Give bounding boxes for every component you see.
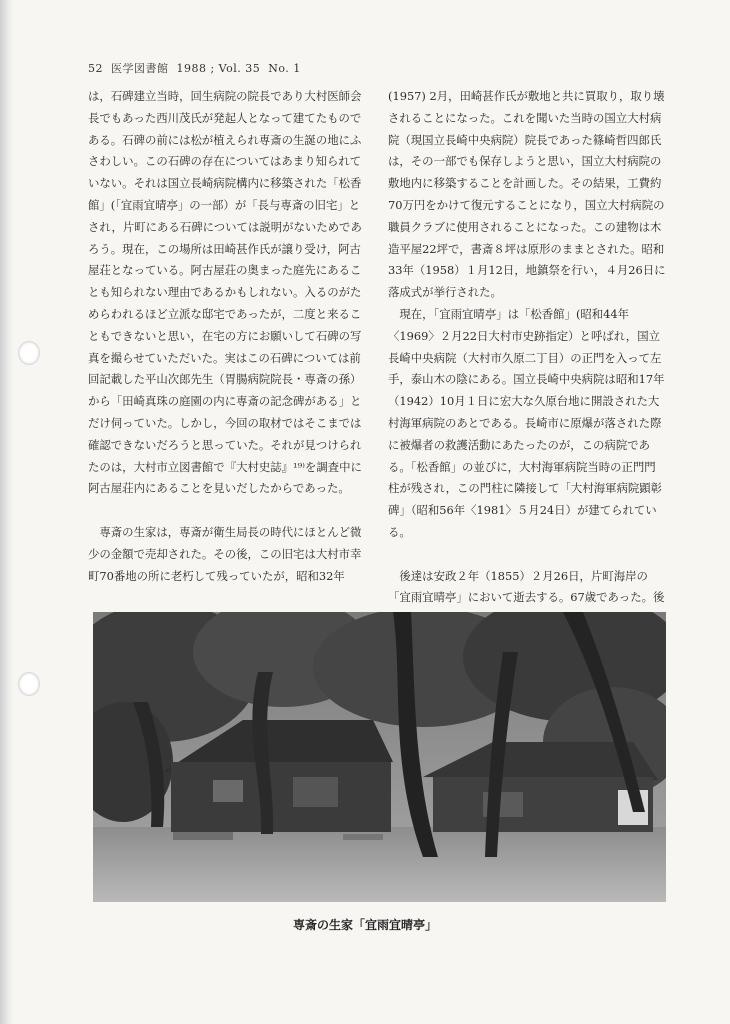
right-column <box>388 86 666 631</box>
running-head: 52 医学図書館 1988 ; Vol. 35 No. 1 <box>88 62 301 75</box>
left-column <box>88 86 366 587</box>
paragraph: 現在，「宜雨宜晴亭」は「松香館」(昭和44年〈1969〉２月22日大村市史跡指定）と呼ばれ，国立長崎中央病院（大村市久原二丁目）の正門を入って左手，泰山木の陰にある。国立長崎中央病院は昭和17年（1942）10月１日に宏大な久原台地に開設された大村海軍病院のあとである。長崎市に原爆が落された際に被爆者の救護活動にあたったのが，この病院である。「松香館」の並びに，大村海軍病院当時の正門門柱が残され，この門柱に隣接して「大村海軍病院顕彰碑」（昭和56年〈1981〉５月24日）が建てられている。 <box>388 306 665 539</box>
figure-caption: 専斎の生家「宜雨宜晴亭」 <box>292 918 437 932</box>
paragraph: は，石碑建立当時，回生病院の院長であり大村医師会長でもあった西川茂氏が発起人となって建てたものである。石碑の前には松が植えられ専斎の生誕の地にふさわしい。この石碑の存在についてはあまり知られていない。それは国立長崎病院構内に移築された「松香館」(「宜雨宜晴亭」の一部）が「長与専斎の旧宅」とされ，片町にある石碑については説明がないためであろう。現在，この場所は田崎甚作氏が譲り受け，阿古屋荘となっている。阿古屋荘の奥まった庭先にあることも知られない理由であるかもしれない。入るのがためらわれるほど立派な邸宅であったが，二度と来ることもできないと思い，在宅の方にお願いして石碑の写真を撮らせていただいた。実はこの石碑については前回記載した平山次郎先生（胃腸病院院長・専斎の孫）から「田崎真珠の庭園の内に専斎の記念碑がある」とだけ伺っていた。しかし，今回の取材ではそこまでは確認できないだろうと思っていた。それが見つけられたのは，大村市立図書館で『大村史誌』¹⁹⁾を調査中に阿古屋荘内にあることを見いだしたからであった。 <box>88 89 362 496</box>
punch-hole <box>18 672 40 696</box>
house-photo <box>93 612 666 902</box>
paragraph: 後達は安政２年（1855）２月26日，片町海岸の「宜雨宜晴亭」において逝去する。67歳であった。後 <box>388 568 665 605</box>
paragraph: 専斎の生家は，専斎が衛生局長の時代にほとんど微少の金額で売却された。その後，この旧宅は大村市幸町70番地の所に老朽して残っていたが，昭和32年 <box>88 524 362 583</box>
paragraph: (1957) 2月，田崎甚作氏が敷地と共に買取り，取り壊されることになった。これを聞いた当時の国立大村病院（現国立長崎中央病院）院長であった篠崎哲四郎氏は，その一部でも保存しようと思い，国立大村病院の敷地内に移築することを計画した。その結果，工費約70万円をかけて復元することになり，国立大村病院の職員クラブに使用されることになった。この建物は木造平屋22坪で，書斎８坪は原形のままとされた。昭和33年（1958）１月12日，地鎮祭を行い，４月26日に落成式が挙行された。 <box>388 89 666 300</box>
punch-hole <box>18 341 40 365</box>
page-edge-shadow <box>0 0 14 1024</box>
